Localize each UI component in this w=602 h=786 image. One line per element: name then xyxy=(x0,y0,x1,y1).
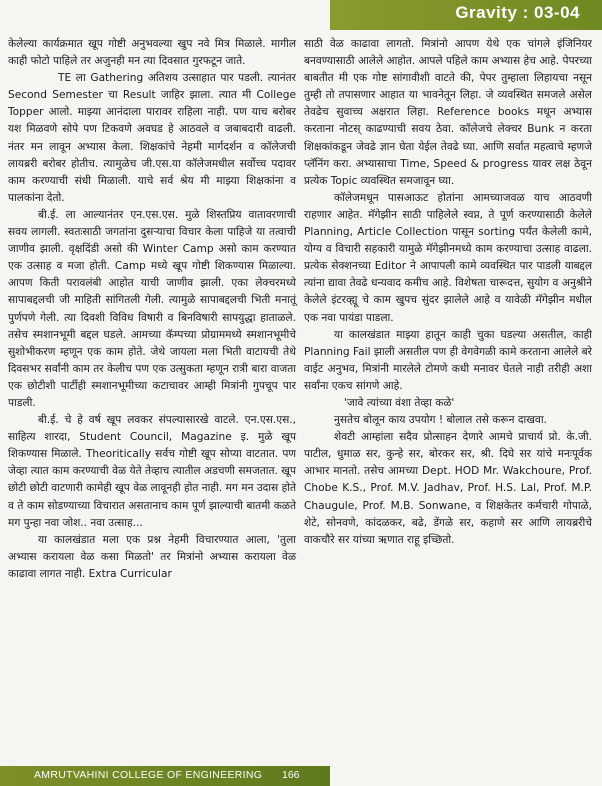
paragraph: कॉलेजमधून पासआऊट होतांना आमच्याजवळ याच आठवणी राहणार आहेत. मॅगेझीन साठी पाहिलेले स्वप्न, ते पूर्ण करण्यासाठी केलेले Planning, Article Collection पासून sorting पर्यंत केलेली कामे, योग्य व विचारी सहकारी यामुळे मॅगेझीनमध्ये काम करण्याचा उत्साह वाढला. प्रत्येक सेक्शनच्या Editor ने आपापली कामे व्यवस्थित पार पाडली याबद्दल त्यांना द्यावा तेवढे धन्यवाद कमीच आहे. विशेषता चारूदत्त, सुयोग व अनुश्रीने केलेले इंटरव्ह्यू चे काम खुपच सुंदर झालेले आहे व यावेळी मॅगेझीन मधील एक नवा पायंडा पाडला. xyxy=(304,191,592,324)
paragraph: बी.ई. चे हे वर्ष खूप लवकर संपल्यासारखे वाटले. एन.एस.एस., साहित्य शारदा, Student Council, Magazine इ. मुळे खूप शिकण्यास मिळाले. Theoritically सर्वच गोष्टी खूप सोप्या वाटतात. पण जेव्हा त्यात काम करण्याची वेळ येते तेव्हाच त्यातील अडचणी समजतात. खूप छोटी छोटी वाटणारी कामेही खूप वेळ लावूनही होत नाही. मग मन उदास होते व ते काम सोडण्याच्या विचारात असतानाच काम पूर्ण झाल्याची बातमी कळते मग पुन्हा नवा जोश.. नवा उत्साह... xyxy=(8,414,296,529)
paragraph: या कालखंडात माझ्या हातून काही चुका घडल्या असतील, काही Planning Fail झाली असतील पण ही वेगवेगळी कामे करताना आलेले बरे वाईट अनुभव, मित्रांनी मारलेले टोमणे कधी मनावर घेतले नाही तरीही अशा सर्वांना एकच सांगणे आहे. xyxy=(304,328,592,392)
acknowledgement-paragraph: शेवटी आम्हांला सदैव प्रोत्साहन देणारे आमचे प्राचार्य प्रो. के.जी. पाटील, धुमाळ सर, कुन्हे सर, बोरकर सर, श्री. दिघे सर यांचे मनःपूर्वक आभार मानतो. तसेच आमच्या Dept. HOD Mr. Wakchoure, Prof. Chobe K.S., Prof. M.V. Jadhav, Prof. H.S. Lal, Prof. M.P. Chaugule, Prof. M.B. Sonwane, व शिक्षकेतर कर्मचारी गोपाळे, शेटे, सोनवणे, कांदळकर, बढे, डेंगळे सर, कहाणे सर आणि लायब्ररीचे वाकचौरे सर यांच्या ऋणात राहू इच्छितो. xyxy=(304,431,592,546)
right-column xyxy=(304,36,592,549)
magazine-title: Gravity : 03-04 xyxy=(455,3,580,22)
paragraph: बी.ई. ला आल्यानंतर एन.एस.एस. मुळे शिस्तप्रिय वातावरणाची सवय लागली. स्वतःसाठी जगतांना दुसऱ्याचा विचार केला पाहिजे या तत्वाची जाणीव झाली. वृक्षदिंडी असो की Winter Camp असो काम करण्यात एक उत्साह व मजा होती. Camp मध्ये खूप गोष्टी शिकण्यास मिळाल्या. आपण किती परावलंबी आहोत याची जाणीव झाली. एका लेक्चरमध्ये सापाबद्दलची जी माहिती सांगितली गेली. त्यामुळे सापाबद्दलची भिती मनातूं पुर्णपणे गेली. त्या दिवशी विविध विषारी व बिनविषारी सापयुद्धा हाताळले. तसेच स्मशानभूमी बद्दल घडले. आमच्या कॅम्पच्या प्रोग्राममध्ये स्मशानभूमीचे सुशोभीकरण म्हणून एक काम होते. जेथे जायला मला भिती वाटायची तेथे दिवसभर सर्वांनी काम तर केलीच पण एक उत्सुकता म्हणून रात्री बारा वाजता एक छोटीशी पार्टीही स्मशानभूमीच्या कटाचावर आम्ही मित्रांनी गुपचूप पार पाडली. xyxy=(8,208,296,409)
paragraph: केलेल्या कार्यक्रमात खूप गोष्टी अनुभवल्या खुप नवे मित्र मिळाले. मागील काही फोटो पाहिले तर अजुनही मन त्या दिवसात गुरफटून जाते. xyxy=(8,38,296,68)
footer-bar xyxy=(0,766,330,786)
header-bar xyxy=(330,0,602,30)
paragraph: या कालखंडात मला एक प्रश्न नेहमी विचारण्यात आला, 'तुला अभ्यास करायला वेळ कसा मिळतो' तर मित्रांनो अभ्यास करायला वेळ काढावा लागत नाही. Extra Curricular xyxy=(8,533,296,580)
college-name: AMRUTVAHINI COLLEGE OF ENGINEERING xyxy=(34,769,263,781)
paragraph: TE ला Gathering अतिशय उत्साहात पार पडली. त्यानंतर Second Semester चा Result जाहिर झाला. त्यात मी College Topper आलो. माझ्या आनंदाला पारावर राहिला नाही. पण याच बरोबर यश मिळवणे सोपे पण टिकवणे अवघड हे आठवले व जबाबदारी वाढली. नंतर मन लावून अभ्यास केला. शिक्षकांचे नेहमी मार्गदर्शन व कॉलेजची लायब्ररी बरोबर होतीच. त्यामुळेच जी.एस.या कॉलेजमधील सर्वोच्च पदावर काम करण्याची संधी मिळाली. याचे सर्व श्रेय मी माझ्या शिक्षकांना व पालकांना देतो. xyxy=(8,72,296,204)
left-column xyxy=(8,36,296,583)
paragraph: साठी वेळ काढावा लागतो. मित्रांनो आपण येथे एक चांगले इंजिनियर बनवण्यासाठी आलेले आहोत. आपले पहिले काम अभ्यास हेच आहे. पेपरच्या बाबतीत मी एक गोष्ट सांगावीशी वाटते की, पेपर तुम्हाला लिहायचा नसून तुम्ही तो तपासणार आहात या भावनेतून लिहा. जे व्यवस्थित समजले असेल तेवढेच सुवाच्च अक्षरात लिहा. Reference books मधून अभ्यास करताना नोटस् काढण्याची सवय ठेवा. कॉलेजचे लेक्चर Bunk न करता शिक्षकांकडून जेवढे ज्ञान घेता येईल तेवढे घ्या. आणि सर्वात महत्वाचे म्हणजे प्लॅनिंग करा. अभ्यासाचा Time, Speed & progress यावर लक्ष ठेवून प्रत्येक Topic व्यवस्थित समजावून घ्या. xyxy=(304,38,592,187)
paragraph: नुसतेच बोलून काय उपयोग ! बोलाल तसे करून दाखवा. xyxy=(334,414,547,427)
quote: 'जावे त्यांच्या वंशा तेव्हा कळे' xyxy=(344,396,455,409)
page-number: 166 xyxy=(282,769,300,781)
